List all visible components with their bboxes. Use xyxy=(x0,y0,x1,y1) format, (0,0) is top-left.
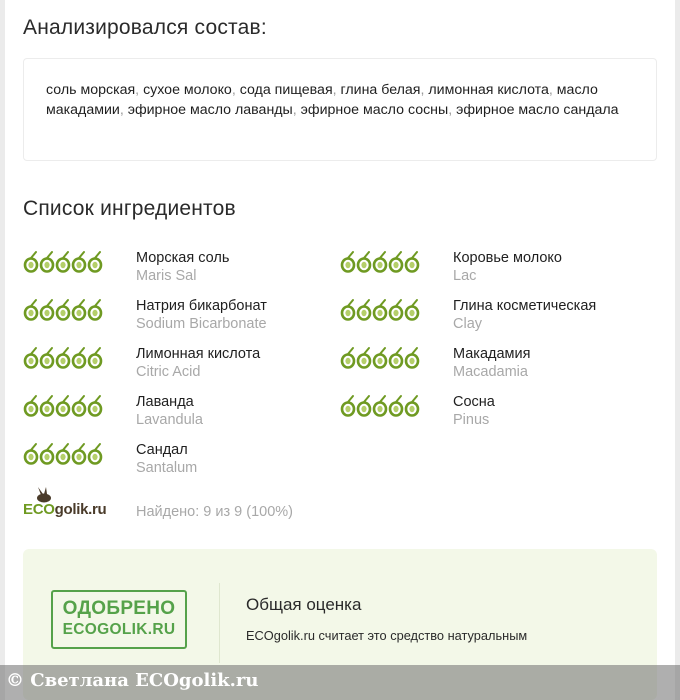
olive-leaf-icon xyxy=(25,444,37,464)
verdict-title: Общая оценка xyxy=(246,595,362,614)
ingredient-name: Макадамия xyxy=(453,346,531,362)
olive-leaf-icon xyxy=(406,252,418,272)
ingredient-latin-name: Lac xyxy=(453,268,477,284)
olive-leaf-icon xyxy=(342,300,354,320)
ingredient-item[interactable] xyxy=(23,442,323,482)
composition-text: соль морская, сухое молоко, сода пищевая, глина белая, лимонная кислота, масло макадамии, эфирное масло лаванды, эфирное масло сосны, эфирное масло сандала xyxy=(46,82,619,118)
olive-leaf-icon xyxy=(374,396,386,416)
olive-leaf-icon xyxy=(41,348,53,368)
ingredient-name: Сосна xyxy=(453,394,495,410)
olive-leaf-icon xyxy=(374,252,386,272)
olive-leaf-icon xyxy=(89,348,101,368)
approved-stamp: ОДОБРЕНО ECOGOLIK.RU xyxy=(51,590,187,649)
olive-leaf-icon xyxy=(342,396,354,416)
olive-leaf-icon xyxy=(57,396,69,416)
composition-item[interactable]: эфирное масло сандала xyxy=(456,101,619,118)
ingredient-latin-name: Santalum xyxy=(136,460,198,476)
ingredient-latin-name: Lavandula xyxy=(136,412,203,428)
ingredient-item[interactable] xyxy=(340,298,640,338)
olive-leaf-icon xyxy=(342,252,354,272)
verdict-divider xyxy=(219,583,220,663)
ecogolik-logo[interactable] xyxy=(23,487,123,523)
ingredient-name: Сандал xyxy=(136,442,188,458)
olive-leaf-icon xyxy=(57,444,69,464)
ingredients-title: Список ингредиентов xyxy=(23,197,236,220)
ingredient-latin-name: Maris Sal xyxy=(136,268,197,284)
olive-leaf-icon xyxy=(73,348,85,368)
composition-item[interactable]: эфирное масло лаванды xyxy=(127,101,293,118)
ingredient-item[interactable] xyxy=(340,346,640,386)
olive-leaf-icon xyxy=(73,444,85,464)
olive-leaf-icon xyxy=(374,300,386,320)
composition-item[interactable]: масло макадамии xyxy=(46,82,598,118)
ingredient-latin-name: Sodium Bicarbonate xyxy=(136,316,267,332)
ingredient-item[interactable] xyxy=(23,394,323,434)
olive-leaf-icon xyxy=(358,300,370,320)
watermark-bar xyxy=(0,665,680,700)
olive-leaf-icon xyxy=(374,348,386,368)
ingredient-name: Натрия бикарбонат xyxy=(136,298,267,314)
olive-leaf-icon xyxy=(342,348,354,368)
olive-leaf-icon xyxy=(89,300,101,320)
olive-leaf-icon xyxy=(358,396,370,416)
olive-leaf-icon xyxy=(73,300,85,320)
ingredient-item[interactable] xyxy=(340,394,640,434)
olive-leaf-icon xyxy=(406,300,418,320)
olive-leaf-icon xyxy=(89,396,101,416)
ingredient-name: Глина косметическая xyxy=(453,298,597,314)
olive-leaf-icon xyxy=(41,396,53,416)
ingredient-name: Коровье молоко xyxy=(453,250,562,266)
composition-box xyxy=(23,58,657,161)
olive-leaf-icon xyxy=(406,348,418,368)
olive-leaf-icon xyxy=(390,252,402,272)
ingredient-rating xyxy=(23,442,101,464)
ingredient-item[interactable] xyxy=(23,298,323,338)
ingredient-rating xyxy=(340,298,418,320)
ingredient-latin-name: Macadamia xyxy=(453,364,528,380)
composition-item[interactable]: сухое молоко xyxy=(143,82,232,98)
olive-leaf-icon xyxy=(25,396,37,416)
olive-leaf-icon xyxy=(89,252,101,272)
olive-leaf-icon xyxy=(41,252,53,272)
olive-leaf-icon xyxy=(390,300,402,320)
ingredient-rating xyxy=(340,346,418,368)
olive-leaf-icon xyxy=(25,300,37,320)
ingredient-rating xyxy=(340,394,418,416)
olive-leaf-icon xyxy=(73,396,85,416)
olive-leaf-icon xyxy=(57,300,69,320)
olive-leaf-icon xyxy=(25,252,37,272)
frame-right xyxy=(675,0,680,700)
found-count: Найдено: 9 из 9 (100%) xyxy=(136,504,293,520)
olive-leaf-icon xyxy=(358,252,370,272)
composition-item[interactable]: сода пищевая xyxy=(239,82,333,98)
page xyxy=(5,0,675,700)
watermark-text: © Светлана ECOgolik.ru xyxy=(6,670,259,691)
olive-leaf-icon xyxy=(390,348,402,368)
ingredient-latin-name: Clay xyxy=(453,316,483,332)
ingredient-rating xyxy=(340,250,418,272)
ingredient-latin-name: Pinus xyxy=(453,412,490,428)
logo-text: ECOgolik.ru xyxy=(23,501,107,518)
ingredient-item[interactable] xyxy=(340,250,640,290)
composition-title: Анализировался состав: xyxy=(23,16,267,39)
ingredient-rating xyxy=(23,346,101,368)
olive-leaf-icon xyxy=(89,444,101,464)
ingredient-name: Морская соль xyxy=(136,250,230,266)
olive-leaf-icon xyxy=(57,252,69,272)
olive-leaf-icon xyxy=(41,444,53,464)
composition-item[interactable]: лимонная кислота xyxy=(428,82,549,98)
composition-item[interactable]: соль морская xyxy=(46,82,136,98)
ingredient-latin-name: Citric Acid xyxy=(136,364,201,380)
ingredient-rating xyxy=(23,298,101,320)
ingredient-item[interactable] xyxy=(23,250,323,290)
olive-leaf-icon xyxy=(57,348,69,368)
olive-leaf-icon xyxy=(25,348,37,368)
ingredient-name: Лаванда xyxy=(136,394,194,410)
ingredient-rating xyxy=(23,250,101,272)
ingredient-name: Лимонная кислота xyxy=(136,346,261,362)
verdict-description: ECOgolik.ru считает это средство натуральным xyxy=(246,628,528,643)
ingredient-item[interactable] xyxy=(23,346,323,386)
olive-leaf-icon xyxy=(358,348,370,368)
ingredient-rating xyxy=(23,394,101,416)
olive-leaf-icon xyxy=(41,300,53,320)
composition-item[interactable]: эфирное масло сосны xyxy=(300,101,449,118)
olive-leaf-icon xyxy=(73,252,85,272)
olive-leaf-icon xyxy=(390,396,402,416)
composition-item[interactable]: глина белая xyxy=(340,82,421,98)
olive-leaf-icon xyxy=(406,396,418,416)
